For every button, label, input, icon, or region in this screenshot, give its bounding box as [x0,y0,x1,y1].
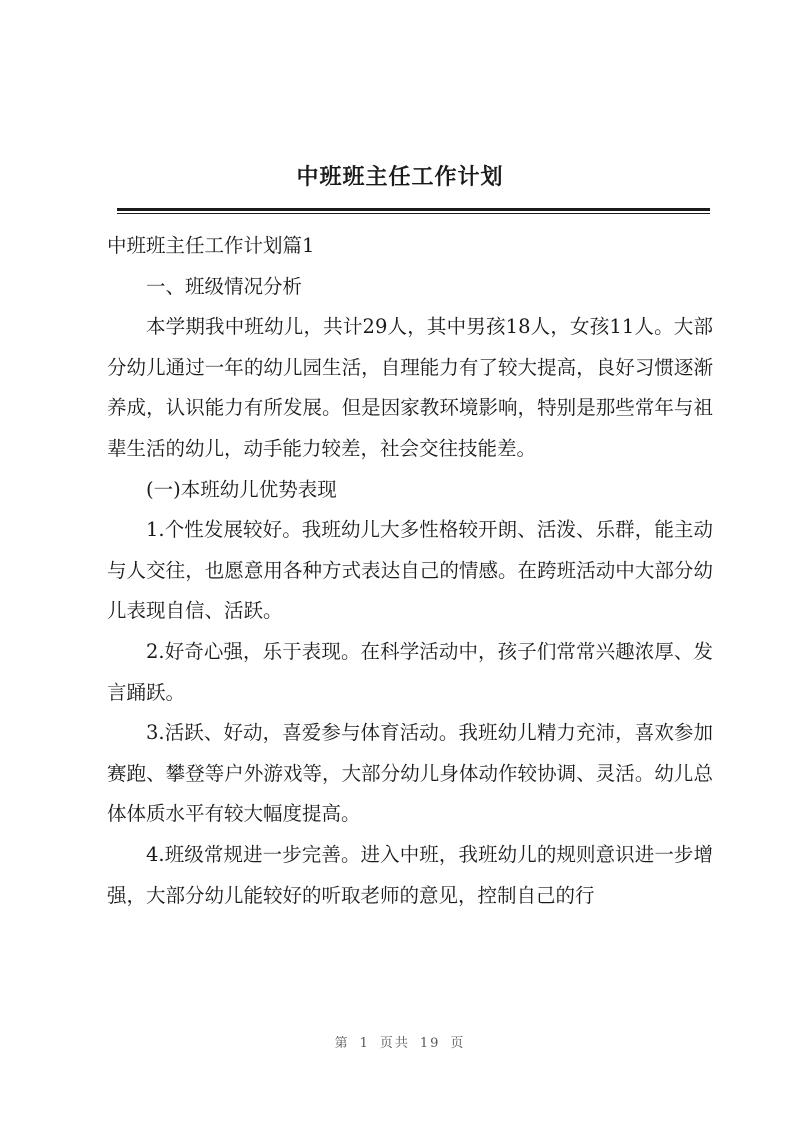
paragraph: 3.活跃、好动，喜爱参与体育活动。我班幼儿精力充沛，喜欢参加赛跑、攀登等户外游戏等，大部分幼儿身体动作较协调、灵活。幼儿总体体质水平有较大幅度提高。 [107,721,713,826]
section-heading: 中班班主任工作计划篇1 [107,234,315,257]
title-divider [117,208,710,214]
paragraph: 4.班级常规进一步完善。进入中班，我班幼儿的规则意识进一步增强，大部分幼儿能较好的听取老师的意见，控制自己的行 [107,842,713,907]
footer-page-suffix: 页共 [379,1036,410,1051]
footer-total-suffix: 页 [450,1036,466,1051]
paragraph: 一、班级情况分析 [146,274,303,298]
footer-page-number: 1 [359,1036,370,1051]
footer-page-label: 第 [334,1036,350,1051]
paragraph: 1.个性发展较好。我班幼儿大多性格较开朗、活泼、乐群，能主动与人交往，也愿意用各种方式表达自己的情感。在跨班活动中大部分幼儿表现自信、活跃。 [107,518,713,623]
paragraph: 2.好奇心强，乐于表现。在科学活动中，孩子们常常兴趣浓厚、发言踊跃。 [107,639,713,704]
footer-total-pages: 19 [419,1036,441,1051]
document-title: 中班班主任工作计划 [296,164,504,190]
page-footer [0,1032,800,1051]
paragraph: 本学期我中班幼儿，共计29人，其中男孩18人，女孩11人。大部分幼儿通过一年的幼儿园生活，自理能力有了较大提高，良好习惯逐渐养成，认识能力有所发展。但是因家教环境影响，特别是那些常年与祖辈生活的幼儿，动手能力较差，社会交往技能差。 [107,315,713,460]
paragraph: (一)本班幼儿优势表现 [146,477,337,501]
document-body [107,226,713,916]
